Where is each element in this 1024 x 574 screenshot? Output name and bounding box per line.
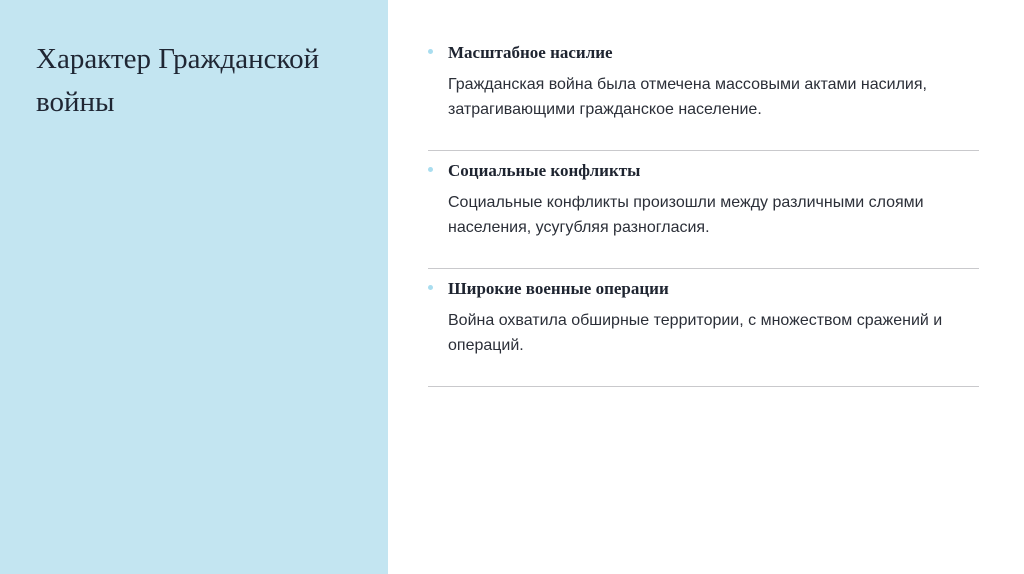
list-item-social-conflicts	[428, 151, 979, 269]
title-panel	[0, 0, 388, 574]
list-item-heading: Социальные конфликты	[448, 161, 641, 180]
list-item-violence	[428, 33, 979, 151]
content-list	[428, 33, 979, 387]
list-item-heading: Широкие военные операции	[448, 279, 669, 298]
bullet-icon	[428, 285, 433, 290]
bullet-icon	[428, 167, 433, 172]
bullet-icon	[428, 49, 433, 54]
list-item-military-operations	[428, 269, 979, 387]
list-item-heading: Масштабное насилие	[448, 43, 613, 62]
list-item-text: Социальные конфликты произошли между различными слоями населения, усугубляя разногласия.	[448, 194, 924, 236]
list-item-text: Война охватила обширные территории, с множеством сражений и операций.	[448, 312, 943, 354]
list-item-text: Гражданская война была отмечена массовыми актами насилия, затрагивающими гражданское население.	[448, 76, 927, 118]
slide-title: Характер Гражданской войны	[36, 43, 320, 118]
